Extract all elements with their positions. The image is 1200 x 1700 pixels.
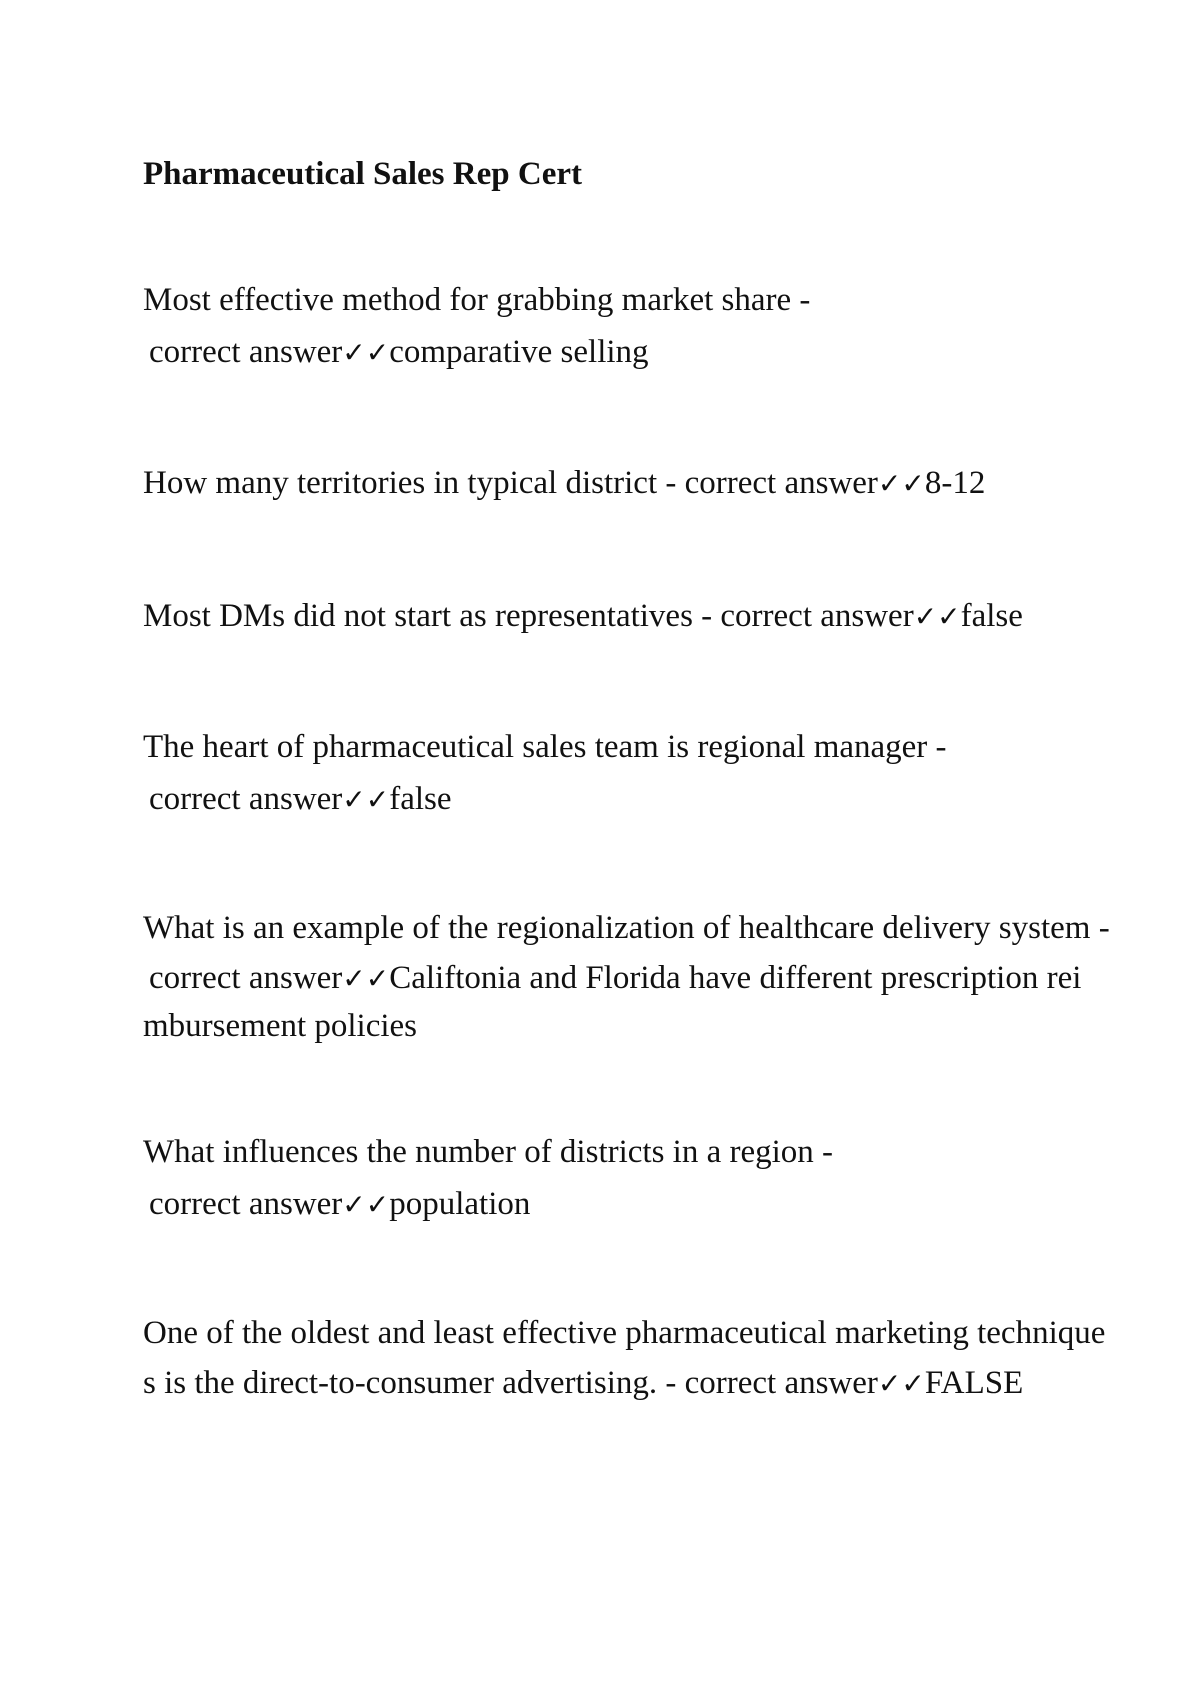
answer-prefix: correct answer (149, 960, 343, 996)
question-text: The heart of pharmaceutical sales team is regional manager - (143, 729, 947, 765)
double-check-icon: ✓✓ (877, 1367, 925, 1400)
question-text: How many territories in typical district - correct answer (143, 465, 878, 501)
answer-continuation: mbursement policies (143, 1008, 418, 1044)
question-answer-line (143, 596, 1023, 637)
question-text: Most DMs did not start as representatives - correct answer (143, 598, 914, 634)
double-check-icon: ✓✓ (342, 336, 390, 369)
answer-prefix: correct answer (149, 334, 343, 370)
question-answer-line (143, 1363, 1023, 1404)
question-answer-line (143, 463, 985, 504)
double-check-icon: ✓✓ (913, 600, 961, 633)
answer-text: FALSE (924, 1365, 1024, 1401)
question-text: One of the oldest and least effective pharmaceutical marketing technique (143, 1315, 1106, 1351)
question-text: What is an example of the regionalization of healthcare delivery system - (143, 910, 1110, 946)
answer-text: population (389, 1186, 531, 1222)
answer-text: false (389, 781, 452, 817)
answer-prefix: correct answer (149, 781, 343, 817)
answer-text: comparative selling (389, 334, 649, 370)
double-check-icon: ✓✓ (342, 962, 390, 995)
answer-prefix: correct answer (149, 1186, 343, 1222)
double-check-icon: ✓✓ (877, 467, 925, 500)
answer-text: 8-12 (924, 465, 986, 501)
answer-line (149, 779, 452, 820)
question-text: Most effective method for grabbing market share - (143, 282, 811, 318)
answer-text: Califtonia and Florida have different prescription rei (389, 960, 1082, 996)
answer-line (149, 958, 1081, 999)
question-text: What influences the number of districts in a region - (143, 1134, 834, 1170)
answer-text: false (960, 598, 1023, 634)
answer-line (149, 332, 649, 373)
answer-line (149, 1184, 530, 1225)
document-title: Pharmaceutical Sales Rep Cert (143, 156, 582, 192)
double-check-icon: ✓✓ (342, 1188, 390, 1221)
double-check-icon: ✓✓ (342, 783, 390, 816)
question-text: s is the direct-to-consumer advertising. - correct answer (143, 1365, 878, 1401)
